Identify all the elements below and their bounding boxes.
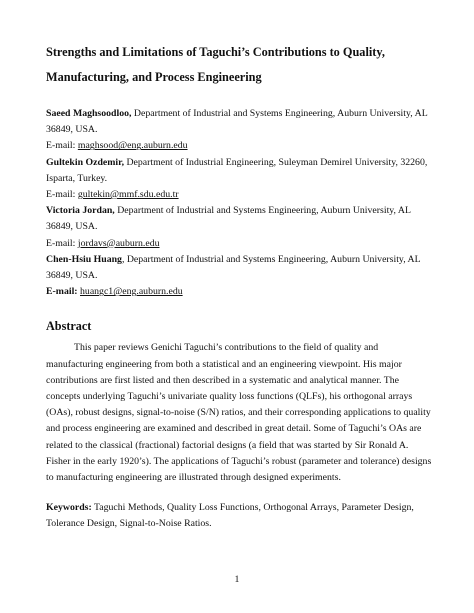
abstract-body: This paper reviews Genichi Taguchi’s contributions to the field of quality and manufacturing engineering from both a statistical and an engineering viewpoint. His major contributions are first listed and then described in a systematic and analytical manner. The concepts underlying Taguchi’s univariate quality loss functions (QLFs), his orthogonal arrays (OAs), robust designs, signal-to-noise (S/N) ratios, and their corresponding applications to quality and process engineering are examined and described in great detail. Some of Taguchi’s OAs are related to the classical (fractional) factorial designs (a field that was started by Sir Ronald A. Fisher in the early 1920’s). The applications of Taguchi’s robust (parameter and tolerance) designs to manufacturing engineering are illustrated through designed experiments. xyxy=(46,342,432,484)
email-label: E-mail: xyxy=(46,237,78,249)
author-email-link[interactable]: maghsood@eng.auburn.edu xyxy=(77,140,188,152)
author-email-line xyxy=(46,284,432,300)
keywords-label: Keywords: xyxy=(46,502,92,514)
author-email-line xyxy=(46,138,432,154)
author-entry xyxy=(46,203,432,235)
page-content xyxy=(46,40,432,533)
keywords-section xyxy=(46,500,432,532)
author-email-link[interactable]: jordavs@auburn.edu xyxy=(77,237,160,249)
email-label: E-mail: xyxy=(46,189,78,201)
author-affiliation: Department of Industrial and Systems Engineering, Auburn University, AL 36849, USA. xyxy=(46,108,428,136)
author-entry xyxy=(46,155,432,187)
abstract-heading: Abstract xyxy=(46,319,92,334)
author-block xyxy=(46,106,432,300)
page-number: 1 xyxy=(234,574,240,585)
author-entry xyxy=(46,252,432,284)
keywords-list: Taguchi Methods, Quality Loss Functions, Orthogonal Arrays, Parameter Design, Tolerance Design, Signal-to-Noise Ratios. xyxy=(46,502,414,530)
author-name: Chen-Hsiu Huang xyxy=(46,253,122,265)
email-label: E-mail: xyxy=(46,140,78,152)
author-name: Victoria Jordan, xyxy=(46,205,115,217)
author-affiliation: Department of Industrial and Systems Engineering, Auburn University, AL 36849, USA. xyxy=(46,205,411,233)
paper-title: Strengths and Limitations of Taguchi’s Contributions to Quality, Manufacturing, and Process Engineering xyxy=(46,45,385,84)
author-name: Gultekin Ozdemir, xyxy=(46,156,125,168)
author-affiliation: Department of Industrial Engineering, Suleyman Demirel University, 32260, Isparta, Turkey. xyxy=(46,156,428,184)
author-email-link[interactable]: huangc1@eng.auburn.edu xyxy=(80,286,183,298)
author-email-link[interactable]: gultekin@mmf.sdu.edu.tr xyxy=(77,189,179,201)
email-label: E-mail: xyxy=(46,286,81,298)
author-name: Saeed Maghsoodloo, xyxy=(46,108,132,119)
author-email-line xyxy=(46,187,432,203)
author-email-line xyxy=(46,236,432,252)
author-entry xyxy=(46,106,432,138)
author-affiliation: , Department of Industrial and Systems Engineering, Auburn University, AL 36849, USA. xyxy=(46,253,421,282)
